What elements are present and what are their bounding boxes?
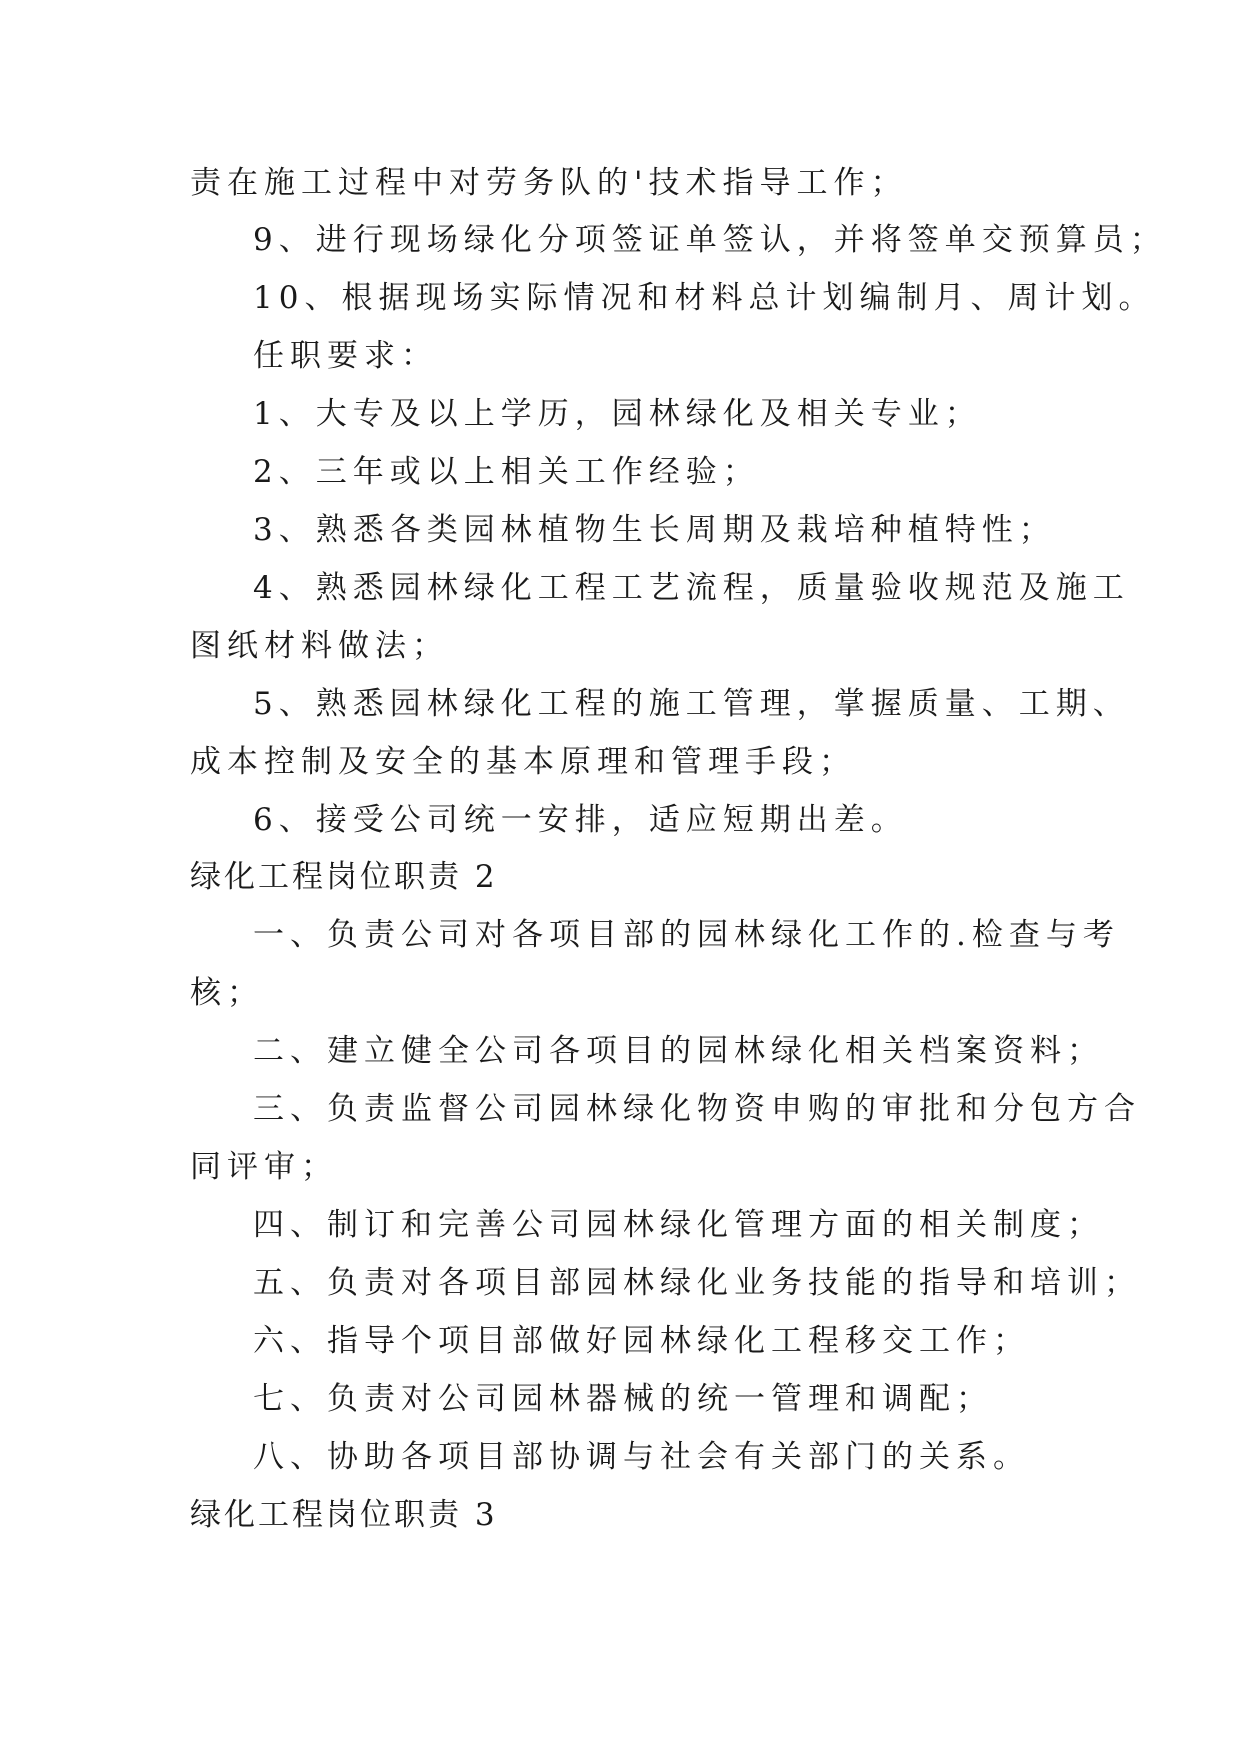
text-line: 核； bbox=[190, 975, 264, 1011]
text-line: 4、熟悉园林绿化工程工艺流程，质量验收规范及施工 bbox=[253, 570, 1130, 606]
text-line: 七、负责对公司园林器械的统一管理和调配； bbox=[253, 1381, 993, 1417]
section-heading: 绿化工程岗位职责 2 bbox=[190, 859, 498, 895]
text-line: 八、协助各项目部协调与社会有关部门的关系。 bbox=[253, 1439, 1030, 1475]
text-line: 一、负责公司对各项目部的园林绿化工作的.检查与考 bbox=[253, 917, 1120, 953]
section-heading: 绿化工程岗位职责 3 bbox=[190, 1497, 498, 1533]
text-line: 图纸材料做法； bbox=[190, 628, 449, 664]
text-line: 责在施工过程中对劳务队的'技术指导工作； bbox=[190, 165, 908, 201]
text-line: 同评审； bbox=[190, 1149, 338, 1185]
text-line: 6、接受公司统一安排，适应短期出差。 bbox=[253, 802, 908, 838]
text-line: 二、建立健全公司各项目的园林绿化相关档案资料； bbox=[253, 1033, 1104, 1069]
text-line: 10、根据现场实际情况和材料总计划编制月、周计划。 bbox=[253, 280, 1156, 316]
text-line: 2、三年或以上相关工作经验； bbox=[253, 454, 760, 490]
text-line: 任职要求： bbox=[253, 338, 438, 374]
text-line: 四、制订和完善公司园林绿化管理方面的相关制度； bbox=[253, 1207, 1104, 1243]
text-line: 9、进行现场绿化分项签证单签认，并将签单交预算员； bbox=[253, 222, 1167, 258]
text-line: 五、负责对各项目部园林绿化业务技能的指导和培训； bbox=[253, 1265, 1141, 1301]
text-line: 5、熟悉园林绿化工程的施工管理，掌握质量、工期、 bbox=[253, 686, 1130, 722]
text-line: 六、指导个项目部做好园林绿化工程移交工作； bbox=[253, 1323, 1030, 1359]
text-line: 三、负责监督公司园林绿化物资申购的审批和分包方合 bbox=[253, 1091, 1141, 1127]
text-line: 成本控制及安全的基本原理和管理手段； bbox=[190, 744, 856, 780]
text-line: 1、大专及以上学历，园林绿化及相关专业； bbox=[253, 396, 982, 432]
text-line: 3、熟悉各类园林植物生长周期及栽培种植特性； bbox=[253, 512, 1056, 548]
